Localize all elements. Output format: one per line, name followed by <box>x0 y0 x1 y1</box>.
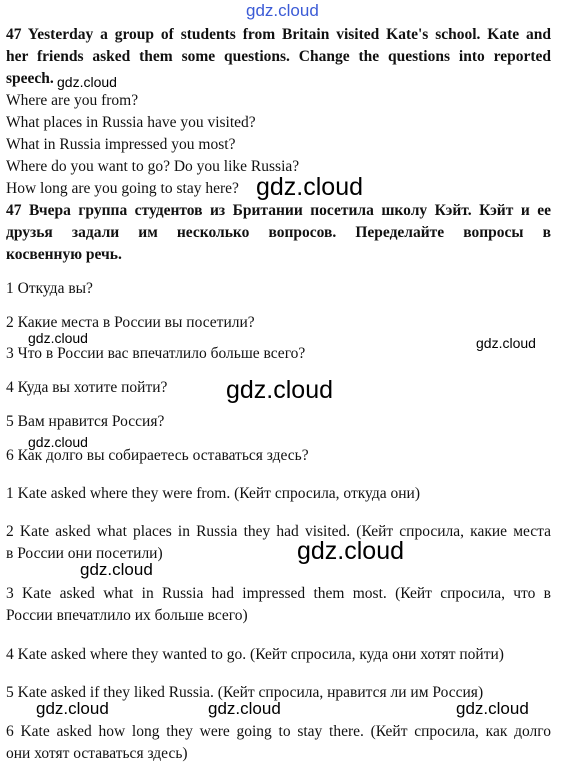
question-ru: 2 Какие места в России вы посетили? <box>6 314 255 331</box>
answer-line: России впечатлило их больше всего) <box>6 607 248 624</box>
question-en: What places in Russia have you visited? <box>6 114 256 131</box>
watermark: gdz.cloud <box>28 434 88 450</box>
answer-line: в России они посетили) <box>6 545 163 562</box>
question-en: Where are you from? <box>6 92 139 109</box>
question-ru: 5 Вам нравится Россия? <box>6 413 165 430</box>
heading-en-line: her friends asked them some questions. Change the questions into reported <box>6 48 551 65</box>
answer-line: 1 Kate asked where they were from. (Кейт спросила, откуда они) <box>6 485 420 502</box>
watermark: gdz.cloud <box>36 699 109 718</box>
watermark: gdz.cloud <box>208 699 281 718</box>
watermark: gdz.cloud <box>28 330 88 346</box>
question-ru: 6 Как долго вы собираетесь оставаться здесь? <box>6 447 309 464</box>
watermark: gdz.cloud <box>456 699 529 718</box>
heading-en-line: speech. <box>6 70 54 87</box>
answer-line: 5 Kate asked if they liked Russia. (Кейт спросила, нравится ли им Россия) <box>6 684 484 701</box>
answer-line: 4 Kate asked where they wanted to go. (Кейт спросила, куда они хотят пойти) <box>6 646 504 663</box>
question-en: How long are you going to stay here? <box>6 180 239 197</box>
heading-ru-line: косвенную речь. <box>6 246 122 263</box>
heading-ru-line: 47 Вчера группа студентов из Британии посетила школу Кэйт. Кэйт и ее <box>6 202 551 219</box>
heading-ru-line: друзья задали им несколько вопросов. Переделайте вопросы в <box>6 224 551 241</box>
question-ru: 3 Что в России вас впечатлило больше всего? <box>6 345 306 362</box>
question-en: What in Russia impressed you most? <box>6 136 236 153</box>
heading-en-line: 47 Yesterday a group of students from Britain visited Kate's school. Kate and <box>6 26 551 43</box>
answer-line: 3 Kate asked what in Russia had impressed them most. (Кейт спросила, что в <box>6 585 551 602</box>
watermark-top: gdz.cloud <box>246 1 319 20</box>
watermark: gdz.cloud <box>226 376 334 404</box>
watermark: gdz.cloud <box>57 74 117 90</box>
answer-line: 2 Kate asked what places in Russia they had visited. (Кейт спросила, какие места <box>6 523 551 540</box>
question-ru: 1 Откуда вы? <box>6 280 93 297</box>
question-en: Where do you want to go? Do you like Russia? <box>6 158 300 175</box>
watermark: gdz.cloud <box>256 173 364 201</box>
question-ru: 4 Куда вы хотите пойти? <box>6 379 168 396</box>
watermark: gdz.cloud <box>297 537 405 565</box>
watermark: gdz.cloud <box>476 335 536 351</box>
answer-line: они хотят оставаться здесь) <box>6 745 188 762</box>
watermark: gdz.cloud <box>80 560 153 579</box>
answer-line: 6 Kate asked how long they were going to stay there. (Кейт спросила, как долго <box>6 723 551 740</box>
